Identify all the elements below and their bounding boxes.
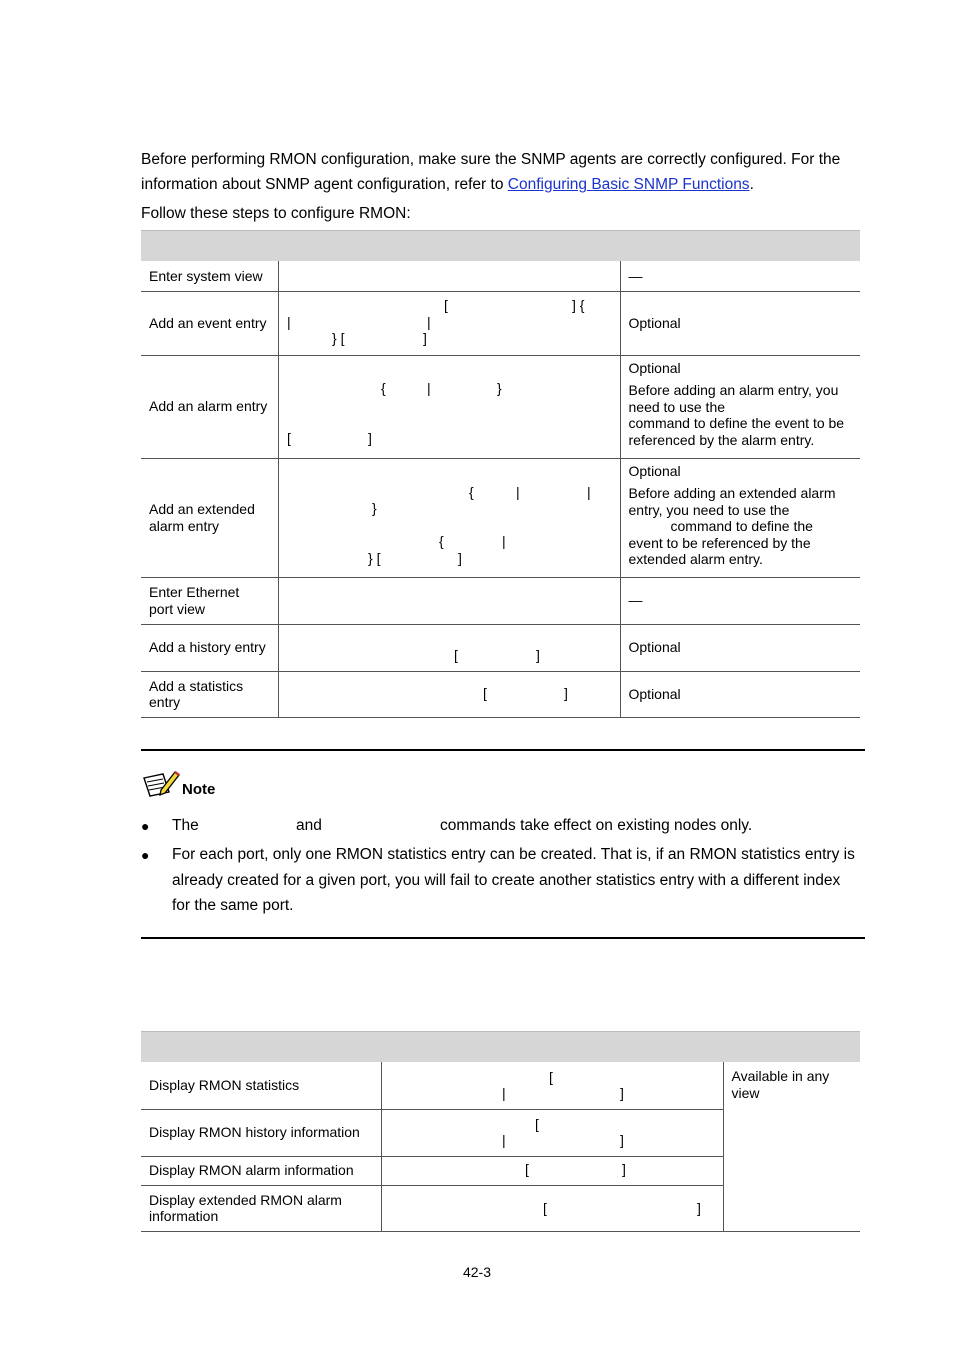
row-remark xyxy=(620,458,860,577)
row-command xyxy=(278,458,620,577)
display-table-header xyxy=(141,1032,860,1063)
rmon-config-table xyxy=(141,230,860,718)
row-remark xyxy=(723,1062,860,1231)
row-command xyxy=(278,291,620,355)
row-label xyxy=(141,671,278,717)
row-command xyxy=(381,1109,723,1156)
table-row xyxy=(141,458,860,577)
row-label: Add an alarm entry xyxy=(141,355,278,458)
label-line: Add an extended xyxy=(149,501,255,517)
remark-line: entry, you need to use the xyxy=(628,501,790,518)
label-line: entry xyxy=(149,694,181,710)
row-label xyxy=(141,1185,381,1231)
row-command xyxy=(278,261,620,291)
table-row xyxy=(141,261,860,291)
remark-line: referenced by the alarm entry. xyxy=(628,431,815,448)
note-b1-post: commands take effect on existing nodes only. xyxy=(440,817,753,834)
row-label: Display RMON alarm information xyxy=(141,1156,381,1185)
label-line: information xyxy=(149,1208,219,1224)
row-remark: — xyxy=(620,577,860,624)
note-pencil-icon xyxy=(141,768,181,800)
page-number: 42-3 xyxy=(462,1264,492,1280)
note-bullet-1 xyxy=(172,813,864,839)
note-b2-line: For each port, only one RMON statistics entry can be created. That is, if an RMON statistics entry is xyxy=(172,846,855,863)
row-label xyxy=(141,577,278,624)
table-row xyxy=(141,671,860,717)
note-b2-line: already created for a given port, you will fail to create another statistics entry with a different index xyxy=(172,871,841,889)
intro-line-2 xyxy=(141,172,865,197)
remark-line: Available in any xyxy=(731,1068,830,1084)
remark-line: command to define the xyxy=(670,518,813,534)
row-remark: Optional xyxy=(620,624,860,671)
row-label: Add a history entry xyxy=(141,624,278,671)
row-command xyxy=(381,1156,723,1185)
intro-line-1: Before performing RMON configuration, make sure the SNMP agents are correctly configured. For the xyxy=(141,151,841,168)
bullet-icon: ● xyxy=(141,847,150,863)
intro-line-2-suffix: . xyxy=(749,176,754,193)
row-remark: Optional xyxy=(620,291,860,355)
steps-lead: Follow these steps to configure RMON: xyxy=(141,205,411,222)
remark-line: view xyxy=(731,1084,760,1101)
snmp-config-link[interactable]: Configuring Basic SNMP Functions xyxy=(507,176,750,193)
note-b2-line: for the same port. xyxy=(172,897,294,914)
table-row xyxy=(141,355,860,458)
remark-line: extended alarm entry. xyxy=(628,551,763,567)
row-remark: — xyxy=(620,261,860,291)
note-b1-mid: and xyxy=(296,817,322,834)
table-row xyxy=(141,624,860,671)
row-label: Display RMON statistics xyxy=(141,1062,381,1109)
row-command xyxy=(278,577,620,624)
row-remark xyxy=(620,355,860,458)
row-remark: Optional xyxy=(620,671,860,717)
row-label: Add an event entry xyxy=(141,291,278,355)
remark-title: Optional xyxy=(628,462,681,479)
label-line: Display extended RMON alarm xyxy=(149,1191,342,1208)
label-line: Enter Ethernet xyxy=(149,584,240,600)
table-row xyxy=(141,577,860,624)
row-label: Enter system view xyxy=(141,261,278,291)
row-command xyxy=(278,624,620,671)
row-label: Display RMON history information xyxy=(141,1109,381,1156)
note-b1-pre: The xyxy=(172,817,199,834)
bullet-icon: ● xyxy=(141,818,150,834)
remark-line: need to use the xyxy=(628,398,726,415)
rmon-display-table xyxy=(141,1031,860,1232)
remark-line: event to be referenced by the xyxy=(628,534,811,551)
note-bullet-2 xyxy=(172,842,864,919)
label-line: port view xyxy=(149,600,206,617)
table-row xyxy=(141,1062,860,1109)
config-table-header xyxy=(141,231,860,262)
remark-line: Before adding an extended alarm xyxy=(628,485,836,501)
row-command xyxy=(278,671,620,717)
row-command xyxy=(381,1185,723,1231)
label-line: Add a statistics xyxy=(149,677,244,694)
remark-line: Before adding an alarm entry, you xyxy=(628,382,839,398)
note-title: Note xyxy=(182,781,216,798)
row-command xyxy=(278,355,620,458)
remark-line: command to define the event to be xyxy=(628,415,845,431)
intro-line-2-prefix: information about SNMP agent configuration, refer to xyxy=(141,176,508,193)
remark-title: Optional xyxy=(628,359,681,376)
row-label xyxy=(141,458,278,577)
table-row xyxy=(141,291,860,355)
label-line: alarm entry xyxy=(149,517,220,534)
